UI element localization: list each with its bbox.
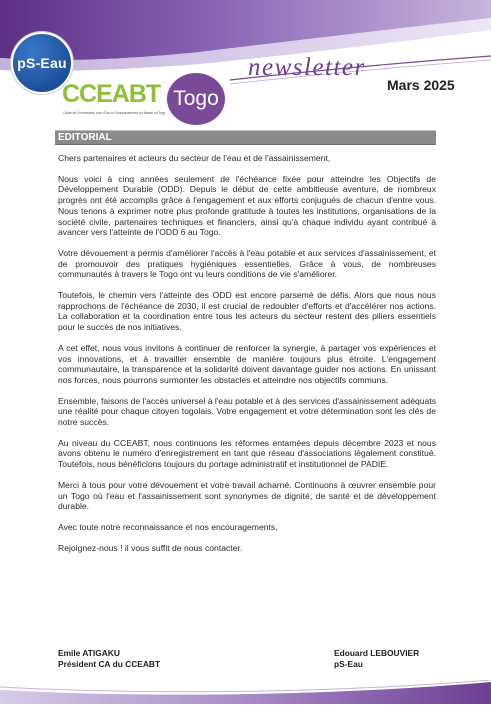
body-paragraph: A cet effet, nous vous invitons à continuer de renforcer la synergie, à partager vos expériences et vos innovations, et à travailler ensemble de manière toujours plus étroite. L'engagement communautaire, la transparence et la solidarité doivent davantage guider nos actions. En unissant nos forces, nous pourrons surmonter les obstacles et atteindre nos objectifs communs.	[58, 342, 436, 385]
body-paragraph: Nous voici à cinq années seulement de l'échéance fixée pour atteindre les Objectifs de Développement Durable (ODD). Depuis le début de cette ambitieuse aventure, de nombreux progrès ont été accomplis grâce à l'engagement et aux efforts conjugués de chacun d'entre vous. Nous tenons à exprimer notre plus profonde gratitude à toutes les institutions, organisations de la société civile, partenaires techniques et financiers, ainsi qu'à chaque individu ayant contribué à avancer vers l'atteinte de l'ODD 6 au Togo.	[58, 173, 436, 238]
editorial-body	[58, 153, 436, 563]
signatory-role: Président CA du CCEABT	[58, 659, 161, 669]
publication-title: newsletter	[248, 54, 366, 81]
signatory-role: pS-Eau	[334, 659, 363, 669]
pseau-logo-text: pS-Eau	[17, 55, 67, 71]
closing-paragraph: Avec toute notre reconnaissance et nos encouragements,	[58, 521, 278, 532]
body-paragraph: Merci à tous pour votre dévouement et votre travail acharné. Continuons à œuvrer ensemble pour un Togo où l'eau et l'assainissement sont synonymes de dignité, de santé et de développement durable.	[58, 479, 436, 512]
cceabt-logo-subtitle: Cadre de Concertation pour l'Eau et l'Assainissement du Bassin du Togo	[63, 111, 166, 115]
body-paragraph: Votre dévouement a permis d'améliorer l'accès à l'eau potable et aux services d'assainissement, et de promouvoir des pratiques hygiéniques essentielles. Grâce à vous, de nombreuses communautés à travers le Togo ont vu leurs conditions de vie s'améliorer.	[58, 247, 436, 280]
body-paragraph: Toutefois, le chemin vers l'atteinte des ODD est encore parsemé de défis. Alors que nous nous rapprochons de l'échéance de 2030, il est crucial de redoubler d'efforts et d'accélérer nos actions. La collaboration et la coordination entre tous les acteurs du secteur restent des piliers essentiels pour le succès de nos initiatives.	[58, 290, 436, 333]
country-label: Togo	[173, 87, 219, 110]
section-title: EDITORIAL	[58, 132, 112, 143]
section-banner	[55, 130, 436, 145]
country-badge	[167, 73, 225, 125]
signatory-name: Edouard LEBOUVIER	[334, 648, 420, 658]
signature-right	[334, 648, 419, 670]
newsletter-header	[0, 0, 491, 125]
body-paragraph: Au niveau du CCEABT, nous continuons les réformes entamées depuis décembre 2023 et nous avons obtenu le numéro d'enregistrement en tant que réseau d'associations légalement constitué. Toutefois, nous bénéficions toujours du portage administratif et institutionnel de PADIE.	[58, 437, 436, 470]
signatory-name: Emile ATIGAKU	[58, 648, 120, 658]
footer-swoosh-graphic	[0, 680, 491, 704]
cceabt-logo-text: CCEABT	[62, 80, 161, 108]
issue-date: Mars 2025	[387, 77, 455, 93]
salutation-paragraph: Chers partenaires et acteurs du secteur de l'eau et de l'assainissement,	[58, 153, 331, 163]
footer-swoosh	[0, 680, 491, 704]
signature-left	[58, 648, 160, 670]
body-paragraph: Ensemble, faisons de l'accès universel à l'eau potable et à des services d'assainissement adéquats une réalité pour chaque citoyen togolais. Votre engagement et votre détermination sont les clés de notre succès.	[58, 395, 437, 428]
contact-invitation: Rejoignez-nous ! il vous suffit de nous contacter.	[58, 542, 243, 553]
cceabt-logo	[62, 80, 172, 118]
